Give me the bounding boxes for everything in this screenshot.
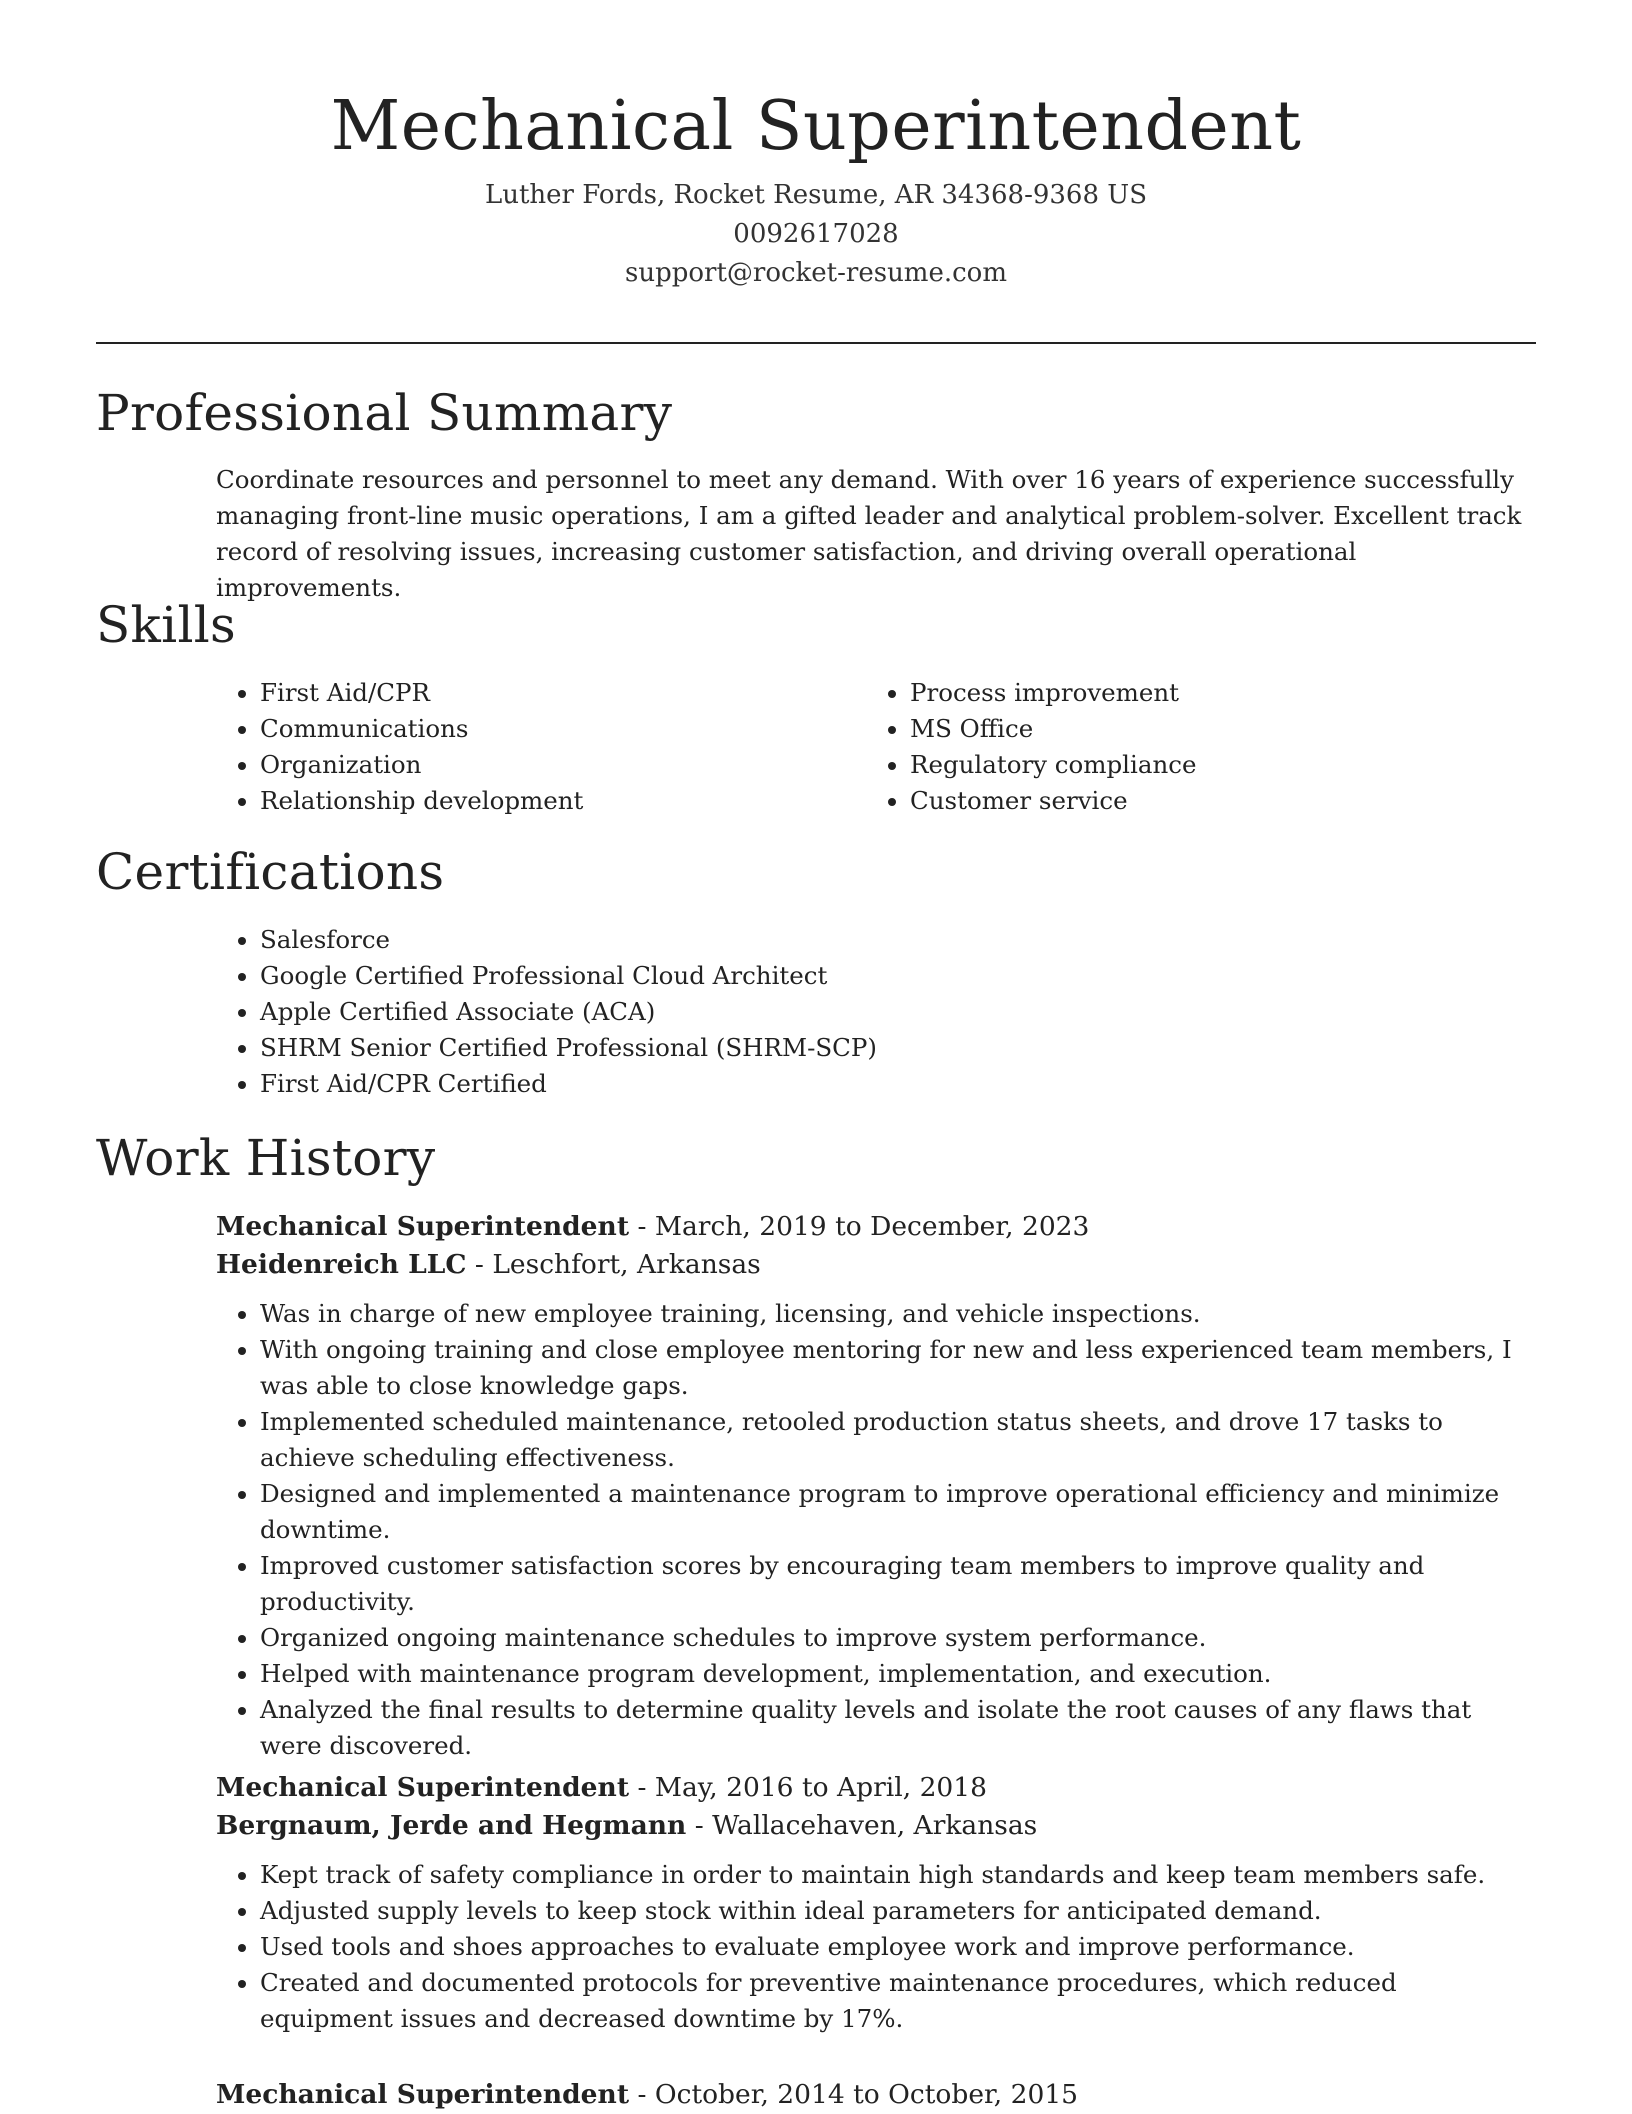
- job-bullet: • Analyzed the final results to determine quality levels and isolate the root causes of any flaws that were discovered.: [260, 1692, 1536, 1764]
- certification-item: • SHRM Senior Certified Professional (SHRM-SCP): [260, 1030, 1536, 1066]
- skills-column-right: [866, 675, 1516, 819]
- job-bullet: • Used tools and shoes approaches to evaluate employee work and improve performance.: [260, 1929, 1536, 1965]
- skill-item: • Relationship development: [260, 783, 866, 819]
- job-bullet: • With ongoing training and close employee mentoring for new and less experienced team members, I was able to close knowledge gaps.: [260, 1332, 1536, 1404]
- job-title-line: [216, 1769, 1536, 1807]
- contact-info: [96, 176, 1536, 293]
- job-bullet: • Was in charge of new employee training, licensing, and vehicle inspections.: [260, 1296, 1536, 1332]
- skill-item: • Communications: [260, 711, 866, 747]
- summary-text: Coordinate resources and personnel to meet any demand. With over 16 years of experience successfully managing front-line music operations, I am a gifted leader and analytical problem-solver. Excellent track record of resolving issues, increasing customer satisfaction, and driving overall operational improvements.: [216, 465, 1522, 602]
- job-title-line: [216, 1208, 1536, 1246]
- separator: -: [686, 1810, 713, 1841]
- separator: -: [466, 1249, 493, 1280]
- certifications-list: [216, 922, 1536, 1102]
- job-bullet: • Designed and implemented a maintenance program to improve operational efficiency and minimize downtime.: [260, 1476, 1536, 1548]
- certification-item: • Apple Certified Associate (ACA): [260, 994, 1536, 1030]
- job-entry: [216, 1208, 1536, 1764]
- job-bullet: • Helped with maintenance program development, implementation, and execution.: [260, 1656, 1536, 1692]
- email: support@rocket-resume.com: [624, 258, 1007, 288]
- job-bullet: • Implemented scheduled maintenance, retooled production status sheets, and drove 17 tasks to achieve scheduling effectiveness.: [260, 1404, 1536, 1476]
- job-bullet: • Organized ongoing maintenance schedules to improve system performance.: [260, 1620, 1536, 1656]
- job-title-line: [216, 2076, 1536, 2114]
- skill-item: • Process improvement: [910, 675, 1516, 711]
- address: Luther Fords, Rocket Resume, AR 34368-9368 US: [484, 180, 1148, 210]
- skills-heading: Skills: [96, 596, 236, 654]
- header-divider: [96, 342, 1536, 344]
- skill-item: • MS Office: [910, 711, 1516, 747]
- job-title: Mechanical Superintendent: [216, 1211, 630, 1242]
- certification-item: • First Aid/CPR Certified: [260, 1066, 1536, 1102]
- certification-item: • Salesforce: [260, 922, 1536, 958]
- job-entry: [216, 1769, 1536, 2037]
- job-title: Mechanical Superintendent: [216, 1772, 630, 1803]
- job-entry: [216, 2076, 1536, 2114]
- skills-list: [216, 675, 1536, 819]
- company-name: Heidenreich LLC: [216, 1249, 467, 1280]
- job-bullet: • Created and documented protocols for preventive maintenance procedures, which reduced equipment issues and decreased downtime by 17%.: [260, 1965, 1536, 2037]
- job-location: Wallacehaven, Arkansas: [712, 1810, 1038, 1841]
- work-history-heading: Work History: [96, 1129, 436, 1187]
- job-bullet: • Adjusted supply levels to keep stock within ideal parameters for anticipated demand.: [260, 1893, 1536, 1929]
- certifications-heading: Certifications: [96, 843, 445, 901]
- company-line: [216, 1807, 1536, 1845]
- job-bullets: [216, 1296, 1536, 1764]
- company-name: Bergnaum, Jerde and Hegmann: [216, 1810, 687, 1841]
- job-bullet: • Improved customer satisfaction scores by encouraging team members to improve quality and productivity.: [260, 1548, 1536, 1620]
- skill-item: • Regulatory compliance: [910, 747, 1516, 783]
- job-dates: May, 2016 to April, 2018: [654, 1772, 988, 1803]
- job-dates: October, 2014 to October, 2015: [654, 2079, 1079, 2110]
- separator: -: [629, 1772, 655, 1803]
- company-line: [216, 1246, 1536, 1284]
- job-dates: March, 2019 to December, 2023: [654, 1211, 1090, 1242]
- certification-item: • Google Certified Professional Cloud Architect: [260, 958, 1536, 994]
- resume-header: [96, 82, 1536, 293]
- separator: -: [629, 2079, 655, 2110]
- job-title: Mechanical Superintendent: [216, 2079, 630, 2110]
- phone: 0092617028: [733, 219, 899, 249]
- job-location: Leschfort, Arkansas: [492, 1249, 761, 1280]
- separator: -: [629, 1211, 655, 1242]
- skills-column-left: [216, 675, 866, 819]
- job-bullet: • Kept track of safety compliance in order to maintain high standards and keep team members safe.: [260, 1857, 1536, 1893]
- job-bullets: [216, 1857, 1536, 2037]
- skill-item: • Customer service: [910, 783, 1516, 819]
- candidate-name: Mechanical Superintendent: [330, 87, 1302, 166]
- skill-item: • Organization: [260, 747, 866, 783]
- skill-item: • First Aid/CPR: [260, 675, 866, 711]
- summary-heading: Professional Summary: [96, 384, 673, 442]
